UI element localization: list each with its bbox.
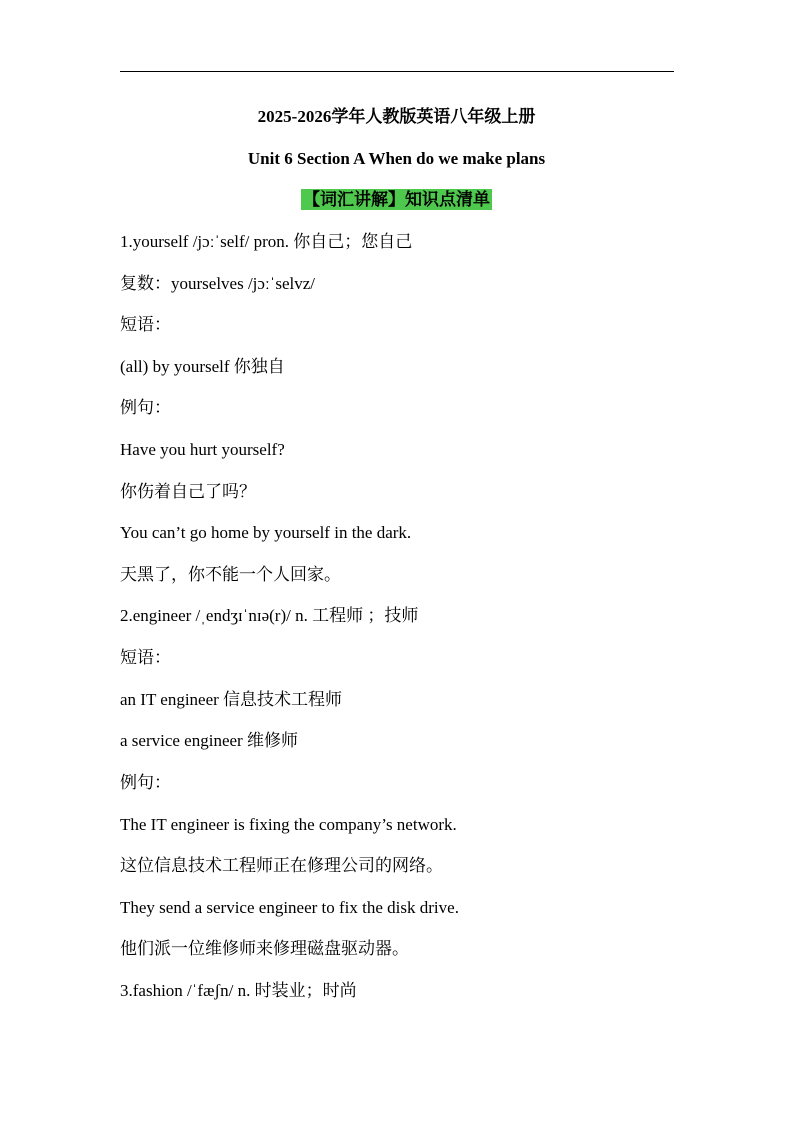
- phrase-label: 短语：: [120, 315, 171, 334]
- example-label: 例句：: [120, 773, 171, 792]
- entry-yourself-headword: 1.yourself /jɔːˈself/ pron. 你自己；您自己: [120, 232, 413, 251]
- example-translation: 他们派一位维修师来修理磁盘驱动器。: [120, 939, 409, 958]
- entry-fashion-headword: 3.fashion /ˈfæʃn/ n. 时装业；时尚: [120, 981, 357, 1000]
- phrase-item: a service engineer 维修师: [120, 731, 298, 750]
- entry-yourself-plural: 复数：yourselves /jɔːˈselvz/: [120, 274, 315, 293]
- example-sentence: They send a service engineer to fix the disk drive.: [120, 898, 459, 917]
- section-heading-label: 【词汇讲解】知识点清单: [303, 190, 490, 209]
- example-translation: 这位信息技术工程师正在修理公司的网络。: [120, 856, 443, 875]
- entry-engineer-headword: 2.engineer /ˌendʒɪˈnɪə(r)/ n. 工程师 ；技师: [120, 606, 419, 625]
- header-rule: [120, 71, 674, 72]
- phrase-label: 短语：: [120, 648, 171, 667]
- phrase-item: an IT engineer 信息技术工程师: [120, 690, 343, 709]
- document-title: 2025-2026学年人教版英语八年级上册: [257, 107, 536, 126]
- phrase-item: (all) by yourself 你独自: [120, 357, 285, 376]
- example-sentence: Have you hurt yourself?: [120, 440, 285, 459]
- example-label: 例句：: [120, 398, 171, 417]
- example-translation: 天黑了，你不能一个人回家。: [120, 565, 341, 584]
- section-heading: [0, 189, 793, 211]
- example-sentence: The IT engineer is fixing the company’s network.: [120, 815, 457, 834]
- example-sentence: You can’t go home by yourself in the dark.: [120, 523, 412, 542]
- example-translation: 你伤着自己了吗？: [120, 482, 256, 501]
- document-subtitle: Unit 6 Section A When do we make plans: [247, 149, 546, 168]
